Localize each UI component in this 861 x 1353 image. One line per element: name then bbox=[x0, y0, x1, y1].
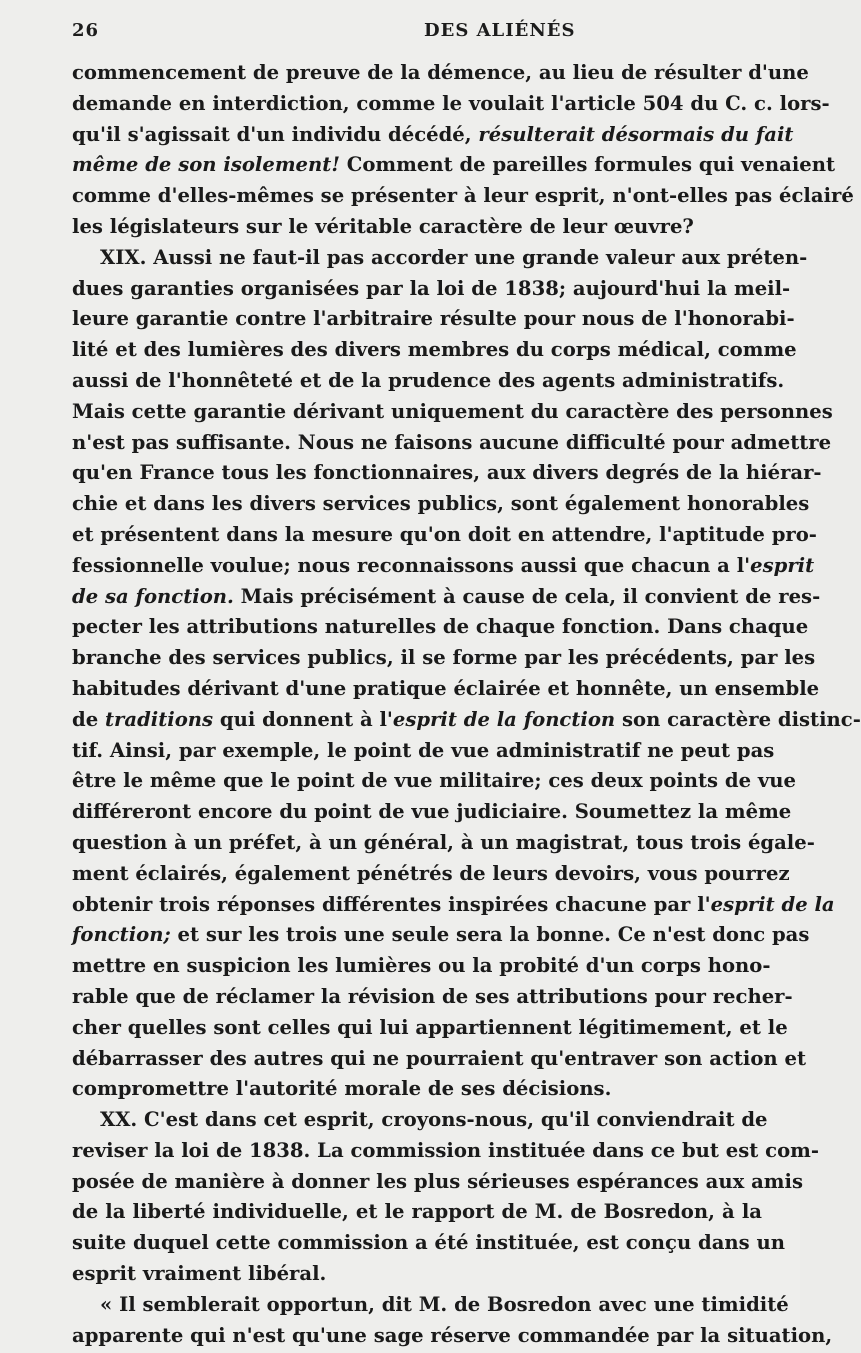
body-text bbox=[72, 58, 861, 1351]
text-line bbox=[72, 520, 817, 551]
text-line bbox=[72, 397, 833, 428]
text-line bbox=[72, 797, 792, 828]
text-line bbox=[72, 489, 810, 520]
text-segment: cher quelles sont celles qui lui appartiennent légitimement, et le bbox=[72, 1015, 788, 1039]
text-line bbox=[72, 766, 796, 797]
text-segment: branche des services publics, il se forme par les précédents, par les bbox=[72, 646, 816, 670]
text-line bbox=[72, 243, 808, 274]
text-line bbox=[72, 181, 854, 212]
text-segment: reviser la loi de 1838. La commission instituée dans ce but est com- bbox=[72, 1138, 820, 1162]
text-line bbox=[72, 366, 785, 397]
text-segment: son caractère distinc- bbox=[615, 707, 861, 731]
text-line bbox=[72, 736, 775, 767]
text-segment: qui donnent à l' bbox=[213, 707, 393, 731]
italic-segment: fonction; bbox=[72, 923, 171, 947]
text-segment: obtenir trois réponses différentes inspirées chacune par l' bbox=[72, 892, 711, 916]
text-segment: leure garantie contre l'arbitraire résulte pour nous de l'honorabi- bbox=[72, 307, 795, 331]
text-line bbox=[72, 150, 836, 181]
text-segment: Mais précisément à cause de cela, il convient de res- bbox=[233, 584, 821, 608]
text-segment: différeront encore du point de vue judiciaire. Soumettez la même bbox=[72, 800, 792, 824]
text-line bbox=[72, 274, 791, 305]
text-segment: esprit vraiment libéral. bbox=[72, 1262, 327, 1286]
text-line bbox=[72, 705, 861, 736]
text-line bbox=[72, 643, 816, 674]
text-segment: qu'il s'agissait d'un individu décédé, bbox=[72, 122, 479, 146]
text-line bbox=[72, 89, 830, 120]
text-line bbox=[72, 1228, 786, 1259]
text-segment: rable que de réclamer la révision de ses attributions pour recher- bbox=[72, 984, 793, 1008]
text-line bbox=[72, 1105, 768, 1136]
text-segment: Mais cette garantie dérivant uniquement du caractère des personnes bbox=[72, 399, 833, 423]
italic-segment: même de son isolement! bbox=[72, 153, 340, 177]
text-segment: fessionnelle voulue; nous reconnaissons aussi que chacun a l' bbox=[72, 553, 751, 577]
text-segment: comme d'elles-mêmes se présenter à leur esprit, n'ont-elles pas éclairé bbox=[72, 184, 854, 208]
text-line bbox=[72, 428, 832, 459]
page-header bbox=[72, 16, 762, 48]
text-segment: et présentent dans la mesure qu'on doit en attendre, l'aptitude pro- bbox=[72, 522, 817, 546]
text-segment: ment éclairés, également pénétrés de leurs devoirs, vous pourrez bbox=[72, 861, 790, 885]
text-segment: Comment de pareilles formules qui venaient bbox=[339, 153, 836, 177]
text-line bbox=[72, 859, 790, 890]
text-line bbox=[72, 120, 794, 151]
italic-segment: esprit de la fonction bbox=[392, 707, 616, 731]
text-segment: être le même que le point de vue militaire; ces deux points de vue bbox=[72, 769, 796, 793]
text-line bbox=[72, 674, 820, 705]
text-line bbox=[72, 582, 821, 613]
running-head: DES ALIÉNÉS bbox=[424, 20, 576, 41]
text-line bbox=[72, 1167, 803, 1198]
text-line bbox=[72, 1044, 807, 1075]
text-line bbox=[72, 1197, 762, 1228]
text-segment: les législateurs sur le véritable caractère de leur œuvre? bbox=[72, 214, 694, 238]
text-line bbox=[72, 304, 795, 335]
text-segment: lité et des lumières des divers membres du corps médical, comme bbox=[72, 338, 797, 362]
text-segment: et sur les trois une seule sera la bonne. Ce n'est donc pas bbox=[170, 923, 810, 947]
text-line bbox=[72, 828, 815, 859]
text-segment: demande en interdiction, comme le voulait l'article 504 du C. c. lors- bbox=[72, 91, 830, 115]
text-segment: qu'en France tous les fonctionnaires, aux divers degrés de la hiérar- bbox=[72, 461, 822, 485]
text-segment: pecter les attributions naturelles de chaque fonction. Dans chaque bbox=[72, 615, 809, 639]
italic-segment: esprit de la bbox=[710, 892, 835, 916]
text-segment: de la liberté individuelle, et le rapport de M. de Bosredon, à la bbox=[72, 1200, 762, 1224]
text-line bbox=[72, 458, 822, 489]
text-segment: tif. Ainsi, par exemple, le point de vue administratif ne peut pas bbox=[72, 738, 775, 762]
italic-segment: résulterait désormais du fait bbox=[478, 122, 794, 146]
text-segment: question à un préfet, à un général, à un magistrat, tous trois égale- bbox=[72, 830, 815, 854]
text-line bbox=[72, 1290, 789, 1321]
text-segment: compromettre l'autorité morale de ses décisions. bbox=[72, 1077, 612, 1101]
text-segment: « Il semblerait opportun, dit M. de Bosredon avec une timidité bbox=[100, 1292, 789, 1316]
text-segment: dues garanties organisées par la loi de 1838; aujourd'hui la meil- bbox=[72, 276, 791, 300]
text-segment: n'est pas suffisante. Nous ne faisons aucune difficulté pour admettre bbox=[72, 430, 832, 454]
text-segment: apparente qui n'est qu'une sage réserve commandée par la situation, bbox=[72, 1323, 833, 1347]
italic-segment: traditions bbox=[105, 707, 214, 731]
text-line bbox=[72, 1321, 833, 1352]
text-line bbox=[72, 1013, 788, 1044]
text-line bbox=[72, 612, 809, 643]
text-segment: commencement de preuve de la démence, au lieu de résulter d'une bbox=[72, 61, 809, 84]
text-segment: posée de manière à donner les plus sérieuses espérances aux amis bbox=[72, 1169, 803, 1193]
text-segment: habitudes dérivant d'une pratique éclairée et honnête, un ensemble bbox=[72, 676, 820, 700]
text-segment: chie et dans les divers services publics, sont également honorables bbox=[72, 492, 810, 516]
text-line bbox=[72, 551, 815, 582]
text-line bbox=[72, 1259, 762, 1290]
text-line bbox=[72, 890, 835, 921]
text-line bbox=[72, 1074, 762, 1105]
italic-segment: esprit bbox=[750, 553, 815, 577]
text-line bbox=[72, 58, 809, 89]
text-line bbox=[72, 920, 810, 951]
text-segment: débarrasser des autres qui ne pourraient qu'entraver son action et bbox=[72, 1046, 807, 1070]
italic-segment: de sa fonction. bbox=[72, 584, 234, 608]
text-segment: de bbox=[72, 707, 105, 731]
text-segment: XIX. Aussi ne faut-il pas accorder une grande valeur aux préten- bbox=[100, 245, 808, 269]
text-segment: mettre en suspicion les lumières ou la probité d'un corps hono- bbox=[72, 954, 771, 978]
text-line bbox=[72, 335, 797, 366]
page-number: 26 bbox=[72, 20, 100, 41]
text-segment: XX. C'est dans cet esprit, croyons-nous, qu'il conviendrait de bbox=[100, 1108, 768, 1132]
text-line bbox=[72, 1136, 820, 1167]
text-segment: suite duquel cette commission a été instituée, est conçu dans un bbox=[72, 1231, 786, 1255]
text-line bbox=[72, 982, 793, 1013]
text-line bbox=[72, 951, 771, 982]
text-segment: aussi de l'honnêteté et de la prudence des agents administratifs. bbox=[72, 368, 785, 392]
text-line bbox=[72, 212, 762, 243]
